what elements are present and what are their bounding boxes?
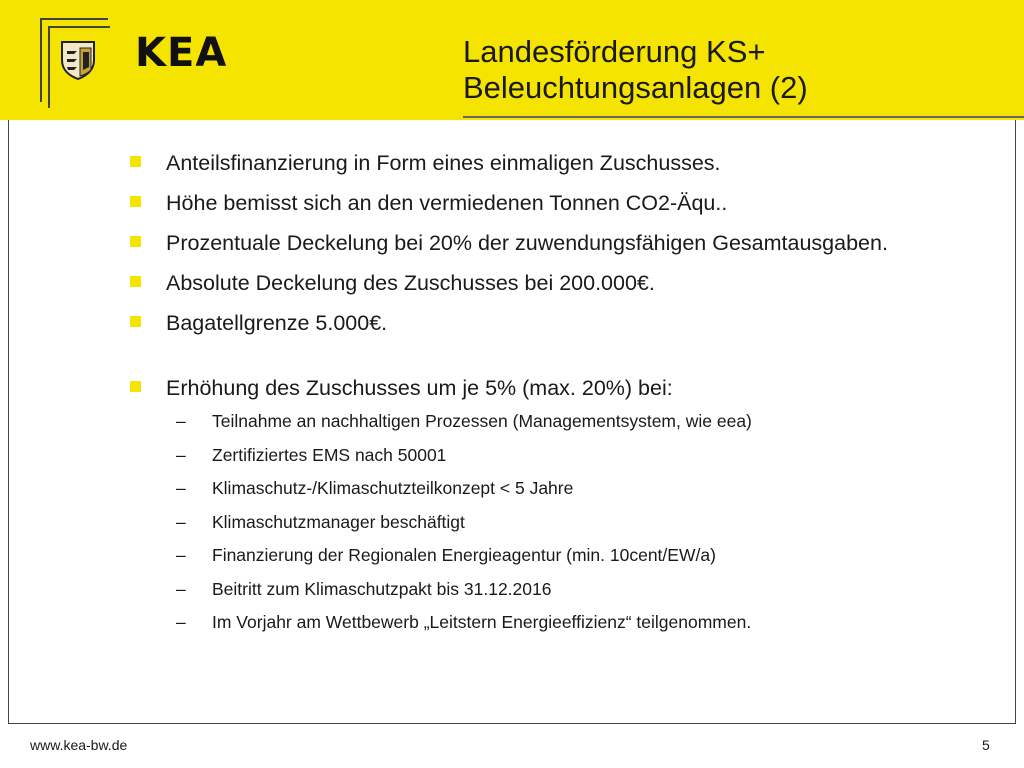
bullet-text: Prozentuale Deckelung bei 20% der zuwendungsfähigen Gesamtausgaben. xyxy=(166,231,888,255)
bullet-square-icon xyxy=(130,381,141,392)
sub-item-text: Teilnahme an nachhaltigen Prozessen (Managementsystem, wie eea) xyxy=(212,411,752,431)
sub-item-text: Im Vorjahr am Wettbewerb „Leitstern Energieeffizienz“ teilgenommen. xyxy=(212,612,752,632)
bullet-text: Anteilsfinanzierung in Form eines einmaligen Zuschusses. xyxy=(166,151,721,175)
dash-marker: – xyxy=(176,612,186,632)
dash-marker: – xyxy=(176,578,186,599)
coat-of-arms-icon xyxy=(60,40,96,80)
dash-marker: – xyxy=(176,478,186,498)
page-number: 5 xyxy=(982,737,990,753)
bullet-square-icon xyxy=(130,276,141,287)
bullet-list xyxy=(130,148,990,645)
bullet-item xyxy=(130,188,990,219)
bullet-square-icon xyxy=(130,236,141,247)
footer-url[interactable]: www.kea-bw.de xyxy=(30,737,128,753)
dash-marker: – xyxy=(176,545,186,565)
sub-item xyxy=(166,544,990,567)
page-title xyxy=(463,34,808,106)
bullet-item xyxy=(130,308,990,339)
header-bar xyxy=(0,0,1024,120)
bullet-text: Bagatellgrenze 5.000€. xyxy=(166,311,388,335)
sub-item xyxy=(166,511,990,534)
title-underline xyxy=(463,116,1024,118)
sub-item-text: Klimaschutz-/Klimaschutzteilkonzept < 5 Jahre xyxy=(212,478,574,498)
bullet-item xyxy=(130,373,990,634)
bullet-text: Höhe bemisst sich an den vermiedenen Tonnen CO2-Äqu.. xyxy=(166,191,728,215)
bullet-item xyxy=(130,228,990,259)
dash-marker: – xyxy=(176,444,186,465)
sub-list xyxy=(166,410,990,634)
bullet-square-icon xyxy=(130,316,141,327)
sub-item xyxy=(166,410,990,433)
sub-item-text: Zertifiziertes EMS nach 50001 xyxy=(212,444,447,465)
dash-marker: – xyxy=(176,511,186,532)
bullet-square-icon xyxy=(130,196,141,207)
sub-item xyxy=(166,477,990,500)
bullet-text: Absolute Deckelung des Zuschusses bei 200.000€. xyxy=(166,271,655,295)
bullet-item xyxy=(130,268,990,299)
sub-item xyxy=(166,444,990,467)
bullet-text: Erhöhung des Zuschusses um je 5% (max. 20%) bei: xyxy=(166,376,673,400)
dash-marker: – xyxy=(176,411,186,431)
sub-item xyxy=(166,611,990,634)
title-line-1: Landesförderung KS+ xyxy=(463,34,766,69)
title-line-2: Beleuchtungsanlagen (2) xyxy=(463,70,808,105)
sub-item-text: Beitritt zum Klimaschutzpakt bis 31.12.2016 xyxy=(212,578,552,599)
sub-item-text: Klimaschutzmanager beschäftigt xyxy=(212,511,465,532)
logo-text: KEA xyxy=(135,30,228,76)
sub-item-text: Finanzierung der Regionalen Energieagentur (min. 10cent/EW/a) xyxy=(212,545,716,565)
bullet-item xyxy=(130,148,990,179)
sub-item xyxy=(166,578,990,601)
bullet-square-icon xyxy=(130,156,141,167)
